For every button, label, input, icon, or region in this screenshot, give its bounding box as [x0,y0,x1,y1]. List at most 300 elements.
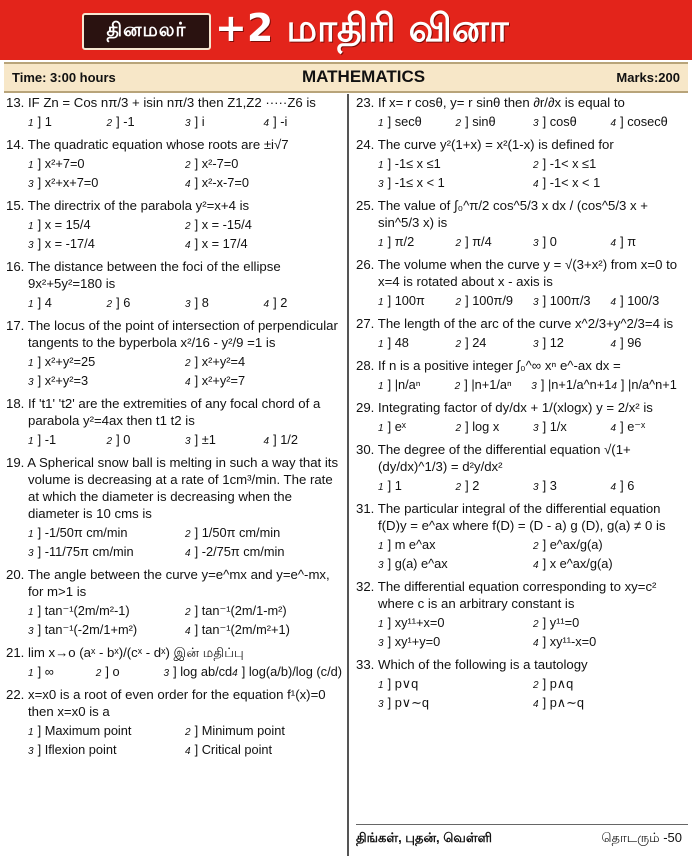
option: 4 ] 2 [263,295,288,310]
subject-label: MATHEMATICS [302,67,426,86]
question [6,395,342,450]
option-text: 12 [549,335,564,350]
question-text: 16. The distance between the foci of the ellipse 9x²+5y²=180 is [6,259,281,291]
question [356,94,688,132]
option-number: 1 [378,541,384,552]
option: 3 ] Iflexion point [28,742,117,757]
banner [0,0,692,60]
option-text: x²+y²=3 [44,373,89,388]
option: 4 ] p∧∼q [533,695,585,710]
options [6,722,342,760]
footer-continued: தொடரும் -50 [601,830,682,845]
option-number: 1 [28,299,34,310]
option-number: 2 [454,381,461,392]
option-text: -11/75π cm/min [44,544,134,559]
option: 4 ] 100/3 [610,293,660,308]
option: 4 ] x = 17/4 [185,236,248,251]
options [6,294,342,313]
options [6,155,342,193]
option: 2 ] 0 [106,432,131,447]
option-number: 2 [455,238,462,249]
question-text: 18. If 't1' 't2' are the extremities of any focal chord of a parabola y²=4ax then t1 t2 is [6,396,321,428]
option-text: 100π/9 [472,293,514,308]
option-text: x²-x-7=0 [201,175,249,190]
marks-label: Marks:200 [616,70,680,85]
option: 3 ] 100π/3 [533,293,591,308]
option: 3 ] i [185,114,205,129]
option: 4 ] -2/75π cm/min [185,544,285,559]
option: 1 ] tan⁻¹(2m/m²-1) [28,603,130,618]
option-number: 2 [455,482,462,493]
option-text: Critical point [201,742,273,757]
option: 4 ] -1< x < 1 [533,175,601,190]
option-number: 3 [533,423,539,434]
option-text: 2 [280,295,288,310]
option-number: 1 [28,118,34,129]
option-number: 1 [378,680,384,691]
option: 4 ] |n/a^n+1 [611,377,677,392]
options [6,113,342,132]
option: 4 ] tan⁻¹(2m/m²+1) [185,622,290,637]
option-number: 4 [185,377,191,388]
option-text: x²+y²=4 [201,354,246,369]
options [6,216,342,254]
option-text: y¹¹=0 [549,615,580,630]
option: 4 ] x²+y²=7 [185,373,246,388]
option: 2 ] 100π/9 [455,293,514,308]
exam-header [4,62,688,93]
option-number: 1 [378,238,384,249]
option-text: |n/aⁿ [394,377,421,392]
options [6,524,342,562]
question-text: 22. x=x0 is a root of even order for the equation f¹(x)=0 then x=x0 is a [6,687,326,719]
option-text: |n+1/aⁿ [471,377,512,392]
question [356,656,688,713]
option-number: 2 [455,423,462,434]
option-number: 3 [531,381,537,392]
options [6,353,342,391]
option-text: x²+x+7=0 [44,175,99,190]
option-number: 1 [378,339,384,350]
option-text: p∧∼q [549,695,585,710]
option-text: π [627,234,637,249]
option: 2 ] x²-7=0 [185,156,239,171]
option-text: x²+y²=25 [44,354,96,369]
option: 1 ] 100π [378,293,425,308]
question [356,500,688,574]
dinamalar-logo: தினமலர் [82,13,211,50]
option-number: 4 [533,638,539,649]
question [356,399,688,437]
option-text: tan⁻¹(2m/m²+1) [201,622,290,637]
option-text: p∨∼q [394,695,430,710]
right-column [356,94,688,717]
option-text: log(a/b)/log (c/d) [248,664,342,679]
option-text: 2 [472,478,480,493]
options [6,431,342,450]
options [356,113,688,132]
option-number: 1 [28,529,34,540]
option-number: 1 [28,221,34,232]
option: 1 ] π/2 [378,234,415,249]
option: 3 ] 0 [533,234,557,249]
option-text: log ab/cd [180,664,233,679]
option: 2 ] sinθ [455,114,496,129]
option: 2 ] x = -15/4 [185,217,252,232]
option-number: 2 [533,680,539,691]
option-number: 3 [28,626,34,637]
question [6,454,342,562]
option: 2 ] tan⁻¹(2m/1-m²) [185,603,287,618]
banner-title: +2 மாதிரி வினா [215,6,509,50]
footer-days: திங்கள், புதன், வெள்ளி [356,830,492,845]
question [356,357,688,395]
option-number: 4 [263,299,270,310]
column-divider [347,94,349,856]
option-text: -1/50π cm/min [44,525,128,540]
option-number: 1 [378,297,384,308]
option-text: -1 [44,432,57,447]
option-number: 4 [185,240,191,251]
option-number: 2 [533,160,539,171]
option-number: 4 [533,179,539,190]
question-text: 23. If x= r cosθ, y= r sinθ then ∂r/∂x is equal to [356,95,625,110]
question-text: 24. The curve y²(1+x) = x²(1-x) is defined for [356,137,614,152]
option-text: 96 [627,335,642,350]
option-text: -2/75π cm/min [201,544,285,559]
question [6,686,342,760]
option-text: -1< x < 1 [549,175,601,190]
options [356,614,688,652]
option: 3 ] p∨∼q [378,695,430,710]
option-number: 2 [455,118,462,129]
question-text: 19. A Spherical snow ball is melting in such a way that its volume is decreasing at a rate of 1cm³/min. The rate at which the diameter is decreasing when the diameter is 10 cms is [6,455,339,521]
option-number: 2 [185,607,191,618]
option: 1 ] secθ [378,114,422,129]
option: 4 ] 6 [610,478,635,493]
option-number: 2 [106,118,113,129]
option-number: 3 [28,548,34,559]
option-number: 3 [163,668,170,679]
option: 1 ] x = 15/4 [28,217,91,232]
question [6,566,342,640]
option-number: 4 [232,668,238,679]
option-number: 4 [610,238,617,249]
option-text: |n/a^n+1 [628,377,677,392]
option: 1 ] 1 [378,478,402,493]
option: 4 ] xy¹¹-x=0 [533,634,597,649]
option-number: 4 [610,423,617,434]
option: 3 ] 3 [533,478,557,493]
option-text: 1/x [549,419,567,434]
option: 4 ] -i [263,114,288,129]
question [356,315,688,353]
option-number: 4 [610,482,617,493]
option: 1 ] 4 [28,295,52,310]
question [6,644,342,682]
option-text: eˣ [394,419,407,434]
options [356,376,688,395]
option-number: 1 [378,423,384,434]
option-text: |n+1/a^n+1 [547,377,612,392]
options [356,536,688,574]
question [6,94,342,132]
question-text: 30. The degree of the differential equation √(1+(dy/dx)^1/3) = d²y/dx² [356,442,631,474]
option-text: 48 [394,335,409,350]
option-number: 4 [533,699,539,710]
option-text: e⁻ˣ [627,419,646,434]
option: 1 ] xy¹¹+x=0 [378,615,445,630]
question [6,258,342,313]
option-number: 2 [455,297,462,308]
option: 3 ] xy¹+y=0 [378,634,441,649]
question [356,578,688,652]
option-number: 4 [185,548,191,559]
options [356,155,688,193]
option: 3 ] 12 [533,335,564,350]
option-text: 100π [394,293,425,308]
option-text: g(a) e^ax [394,556,448,571]
option-number: 3 [378,560,384,571]
option: 2 ] Minimum point [185,723,285,738]
option: 1 ] m e^ax [378,537,436,552]
option-text: Iflexion point [44,742,117,757]
option-text: sinθ [472,114,496,129]
option-number: 3 [533,118,539,129]
option: 2 ] 1/50π cm/min [185,525,281,540]
option: 2 ] -1< x ≤1 [533,156,597,171]
option: 1 ] p∨q [378,676,419,691]
option-text: 1 [44,114,52,129]
option-text: ∞ [44,664,54,679]
option-number: 4 [263,118,270,129]
option: 2 ] |n+1/aⁿ [454,377,512,392]
question [356,441,688,496]
option: 3 ] log ab/cd [163,664,233,679]
option-text: x²-7=0 [201,156,239,171]
option-text: x e^ax/g(a) [549,556,613,571]
option-text: i [201,114,205,129]
question-text: 27. The length of the arc of the curve x^2/3+y^2/3=4 is [356,316,674,331]
option-number: 2 [533,619,539,630]
option-number: 2 [106,436,113,447]
option: 3 ] x²+y²=3 [28,373,89,388]
option-text: tan⁻¹(2m/m²-1) [44,603,130,618]
option-text: -1< x ≤1 [549,156,597,171]
option-number: 3 [378,638,384,649]
option-text: p∧q [549,676,574,691]
question-text: 25. The value of ∫₀^π/2 cos^5/3 x dx / (cos^5/3 x + sin^5/3 x) is [356,198,648,230]
option: 2 ] log x [455,419,500,434]
option-number: 2 [185,358,191,369]
options [356,418,688,437]
option-text: m e^ax [394,537,436,552]
option-number: 4 [611,381,617,392]
option: 4 ] 96 [610,335,642,350]
option-number: 4 [185,179,191,190]
option: 4 ] cosecθ [610,114,668,129]
option-text: -1≤ x < 1 [394,175,445,190]
question-text: 32. The differential equation corresponding to xy=c² where c is an arbitrary constant is [356,579,657,611]
option: 3 ] tan⁻¹(-2m/1+m²) [28,622,138,637]
option: 3 ] cosθ [533,114,577,129]
option-number: 3 [378,179,384,190]
option: 1 ] x²+y²=25 [28,354,96,369]
option-text: x = 17/4 [201,236,248,251]
option-number: 2 [455,339,462,350]
option: 2 ] y¹¹=0 [533,615,580,630]
option: 2 ] e^ax/g(a) [533,537,603,552]
option-number: 1 [28,436,34,447]
option: 4 ] e⁻ˣ [610,419,646,434]
option-number: 1 [378,118,384,129]
options [6,602,342,640]
option-number: 4 [263,436,270,447]
option-text: -1≤ x ≤1 [394,156,441,171]
option-text: x = -17/4 [44,236,95,251]
option-number: 3 [28,746,34,757]
option: 3 ] -1≤ x < 1 [378,175,445,190]
option-number: 4 [533,560,539,571]
question-text: 26. The volume when the curve y = √(3+x²) from x=0 to x=4 is rotated about x - axis is [356,257,678,289]
question-text: 17. The locus of the point of intersection of perpendicular tangents to the byperbola x²/16 - y²/9 =1 is [6,318,338,350]
option-text: π/2 [394,234,415,249]
options [356,675,688,713]
option: 2 ] π/4 [455,234,492,249]
option-number: 2 [185,160,191,171]
option-number: 3 [378,699,384,710]
option-number: 1 [28,160,34,171]
option-text: p∨q [394,676,419,691]
option-text: -1 [123,114,135,129]
option-text: 0 [549,234,557,249]
option: 1 ] eˣ [378,419,407,434]
option-text: x = 15/4 [44,217,91,232]
option-text: 100π/3 [549,293,591,308]
options [6,663,342,682]
option: 3 ] x²+x+7=0 [28,175,99,190]
option-text: log x [472,419,500,434]
option-number: 4 [610,297,617,308]
option-number: 2 [185,727,191,738]
question-text: 33. Which of the following is a tautology [356,657,588,672]
option: 2 ] -1 [106,114,135,129]
option: 3 ] x = -17/4 [28,236,95,251]
option-text: cosecθ [627,114,668,129]
options [356,233,688,252]
options [356,334,688,353]
option-number: 4 [185,746,191,757]
option-text: xy¹+y=0 [394,634,441,649]
question-text: 15. The directrix of the parabola y²=x+4 is [6,198,250,213]
option: 3 ] g(a) e^ax [378,556,448,571]
question-text: 28. If n is a positive integer ∫₀^∞ xⁿ e^-ax dx = [356,358,621,373]
option-text: 1/50π cm/min [201,525,281,540]
option: 4 ] log(a/b)/log (c/d) [232,664,342,679]
question [6,317,342,391]
question-text: 31. The particular integral of the differential equation f(D)y = e^ax where f(D) = (D - a) g (D), g(a) ≠ 0 is [356,501,666,533]
option: 4 ] 1/2 [263,432,298,447]
option: 1 ] -1 [28,432,57,447]
option-text: x = -15/4 [201,217,252,232]
question [6,136,342,193]
option-number: 1 [28,668,34,679]
option: 3 ] |n+1/a^n+1 [531,377,612,392]
option: 2 ] 6 [106,295,131,310]
option-text: xy¹¹+x=0 [394,615,445,630]
option-number: 1 [28,358,34,369]
option-number: 1 [28,607,34,618]
option-text: Maximum point [44,723,132,738]
option: 1 ] -1≤ x ≤1 [378,156,441,171]
question [356,136,688,193]
option-text: x²+7=0 [44,156,85,171]
option: 1 ] 1 [28,114,52,129]
left-column [6,94,342,764]
question-text: 21. lim x→o (aˣ - bˣ)/(cˣ - dˣ) இன் மதிப்பு [6,645,244,660]
option-text: 6 [627,478,635,493]
option-text: 3 [549,478,557,493]
option-number: 3 [533,482,539,493]
option-number: 3 [28,240,34,251]
time-label: Time: 3:00 hours [12,70,116,85]
option-number: 2 [106,299,113,310]
option-text: ±1 [201,432,216,447]
option-number: 3 [533,297,539,308]
question [356,256,688,311]
option: 2 ] p∧q [533,676,574,691]
option-text: tan⁻¹(2m/1-m²) [201,603,287,618]
option-number: 1 [378,381,384,392]
option-number: 4 [610,118,617,129]
option-number: 4 [185,626,191,637]
option-text: xy¹¹-x=0 [549,634,597,649]
option: 1 ] Maximum point [28,723,132,738]
option: 4 ] x e^ax/g(a) [533,556,613,571]
option: 3 ] 1/x [533,419,567,434]
option-text: cosθ [549,114,577,129]
option-text: 1/2 [280,432,298,447]
option-number: 1 [378,482,384,493]
option-text: 24 [472,335,487,350]
option: 2 ] 2 [455,478,480,493]
option-number: 4 [610,339,617,350]
option-text: secθ [394,114,422,129]
option-number: 3 [185,436,191,447]
option: 1 ] 48 [378,335,409,350]
question-text: 29. Integrating factor of dy/dx + 1/(xlogx) y = 2/x² is [356,400,653,415]
option-number: 3 [185,118,191,129]
option: 2 ] o [95,664,120,679]
option-text: o [112,664,120,679]
question-text: 14. The quadratic equation whose roots are ±i√7 [6,137,289,152]
option-text: 1 [394,478,402,493]
option-number: 2 [185,529,191,540]
question-text: 13. IF Zn = Cos nπ/3 + isin nπ/3 then Z1,Z2 ·····Z6 is [6,95,316,110]
option-text: e^ax/g(a) [549,537,603,552]
option-number: 2 [95,668,102,679]
option-number: 3 [28,179,34,190]
option: 4 ] x²-x-7=0 [185,175,249,190]
option-text: 0 [123,432,131,447]
option-number: 3 [533,339,539,350]
option: 1 ] |n/aⁿ [378,377,421,392]
option-text: -i [280,114,288,129]
question [356,197,688,252]
option-text: 4 [44,295,52,310]
options [356,477,688,496]
option: 1 ] -1/50π cm/min [28,525,128,540]
